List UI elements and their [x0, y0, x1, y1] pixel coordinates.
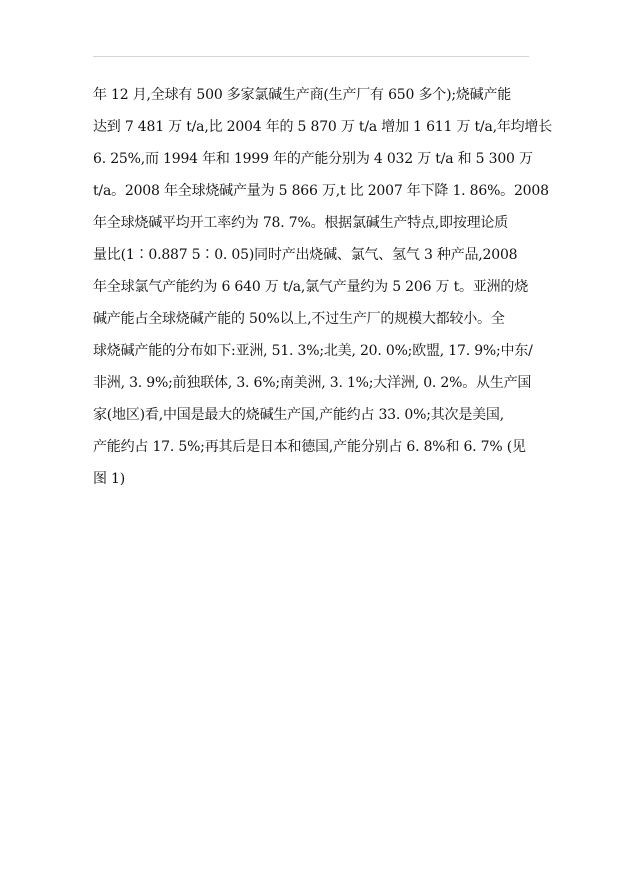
text-line: 碱产能占全球烧碱产能的 50%以上,不过生产厂的规模大都较小。全 [93, 311, 505, 327]
text-line: 6. 25%,而 1994 年和 1999 年的产能分别为 4 032 万 t/a 和 5 300 万 [93, 151, 533, 167]
header-divider [93, 56, 529, 57]
text-line: 产能约占 17. 5%;再其后是日本和德国,产能分别占 6. 8%和 6. 7% (见 [93, 439, 526, 455]
body-paragraph [93, 83, 553, 499]
text-line: 球烧碱产能的分布如下:亚洲, 51. 3%;北美, 20. 0%;欧盟, 17. 9%;中东/ [93, 343, 533, 359]
text-line: 家(地区)看,中国是最大的烧碱生产国,产能约占 33. 0%;其次是美国, [93, 407, 504, 423]
text-line: 年全球氯气产能约为 6 640 万 t/a,氯气产量约为 5 206 万 t。亚洲的烧 [93, 279, 529, 295]
text-line: t/a。2008 年全球烧碱产量为 5 866 万,t 比 2007 年下降 1. 86%。2008 [93, 183, 549, 199]
text-line: 非洲, 3. 9%;前独联体, 3. 6%;南美洲, 3. 1%;大洋洲, 0. 2%。从生产国 [93, 375, 532, 391]
text-line: 年 12 月,全球有 500 多家氯碱生产商(生产厂有 650 多个);烧碱产能 [93, 87, 512, 103]
text-line: 量比(1∶0.887 5∶0. 05)同时产出烧碱、氯气、氢气 3 种产品,2008 [93, 247, 518, 263]
text-line: 年全球烧碱平均开工率约为 78. 7%。根据氯碱生产特点,即按理论质 [93, 215, 509, 231]
text-line: 图 1) [93, 471, 126, 487]
text-line: 达到 7 481 万 t/a,比 2004 年的 5 870 万 t/a 增加 1 611 万 t/a,年均增长 [93, 119, 553, 135]
